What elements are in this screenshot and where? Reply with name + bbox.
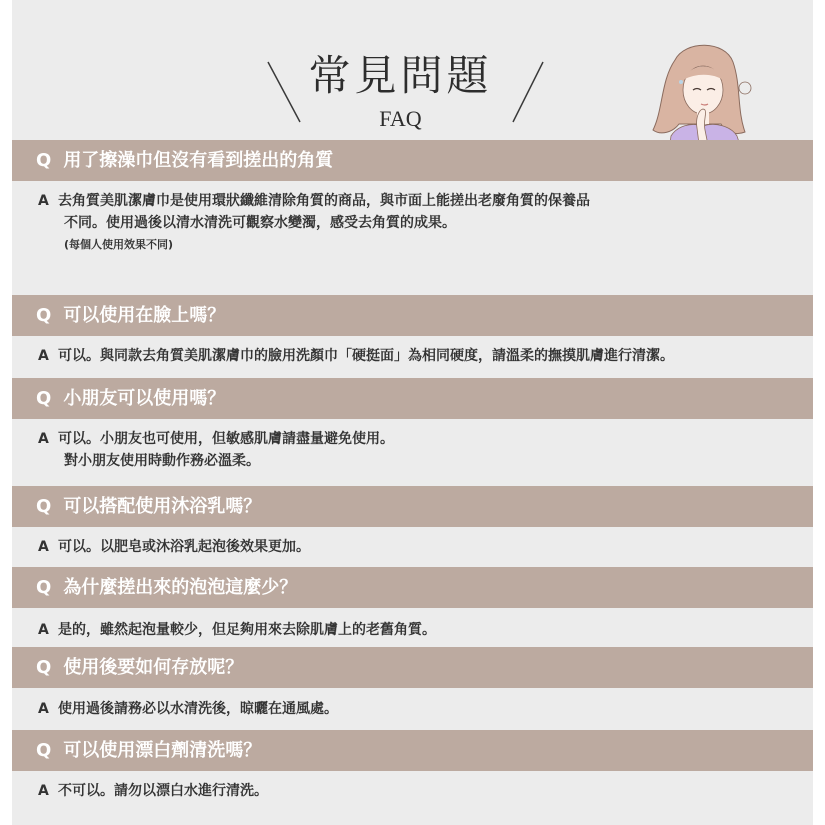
answer-line: 可以。以肥皂或沐浴乳起泡後效果更加。 [58,539,310,555]
answer-line: 使用過後請務必以水清洗後，晾曬在通風處。 [58,701,338,717]
faq-question-6 [12,647,813,688]
faq-question-2 [12,295,813,336]
q-mark: Q [36,496,52,517]
answer-line: 不可以。請勿以漂白水進行清洗。 [58,783,268,799]
faq-answer-1 [38,190,590,256]
faq-answer-6 [38,698,338,720]
faq-answer-2 [38,345,674,367]
a-mark: A [38,622,49,638]
answer-line: 可以。小朋友也可使用，但敏感肌膚請盡量避免使用。 [58,431,394,447]
faq-answer-5 [38,619,436,641]
page-title: 常見問題 [308,51,493,100]
answer-line: 對小朋友使用時動作務必溫柔。 [64,453,260,469]
a-mark: A [38,431,49,447]
question-text: 小朋友可以使用嗎？ [63,388,226,409]
a-mark: A [38,348,49,364]
question-text: 可以搭配使用沐浴乳嗎？ [63,496,262,517]
question-text: 為什麼搓出來的泡泡這麼少？ [63,577,298,598]
faq-answer-4 [38,536,310,558]
faq-question-3 [12,378,813,419]
q-mark: Q [36,657,52,678]
question-text: 可以使用漂白劑清洗嗎？ [63,740,262,761]
q-mark: Q [36,577,52,598]
thought-bubble-icon [739,82,751,94]
answer-line: 可以。與同款去角質美肌潔膚巾的臉用洗顏巾「硬挺面」為相同硬度，請溫柔的撫摸肌膚進行清潔。 [58,348,674,364]
q-mark: Q [36,150,52,171]
question-text: 用了擦澡巾但沒有看到搓出的角質 [63,150,334,171]
answer-line: 是的，雖然起泡量較少，但足夠用來去除肌膚上的老舊角質。 [58,622,436,638]
faq-question-5 [12,567,813,608]
a-mark: A [38,783,49,799]
a-mark: A [38,539,49,555]
faq-question-4 [12,486,813,527]
answer-line: 不同。使用過後以清水清洗可觀察水變濁，感受去角質的成果。 [64,215,456,231]
answer-line: 去角質美肌潔膚巾是使用環狀纖維清除角質的商品，與市面上能搓出老廢角質的保養品 [58,193,590,209]
faq-answer-3 [38,428,394,472]
faq-question-1 [12,140,813,181]
question-text: 可以使用在臉上嗎？ [63,305,226,326]
answer-note: (每個人使用效果不同) [64,238,174,251]
page-subtitle: FAQ [379,106,422,131]
q-mark: Q [36,388,52,409]
q-mark: Q [36,305,52,326]
faq-question-7 [12,730,813,771]
q-mark: Q [36,740,52,761]
question-text: 使用後要如何存放呢？ [63,657,244,678]
a-mark: A [38,193,49,209]
a-mark: A [38,701,49,717]
faq-answer-7 [38,780,268,802]
